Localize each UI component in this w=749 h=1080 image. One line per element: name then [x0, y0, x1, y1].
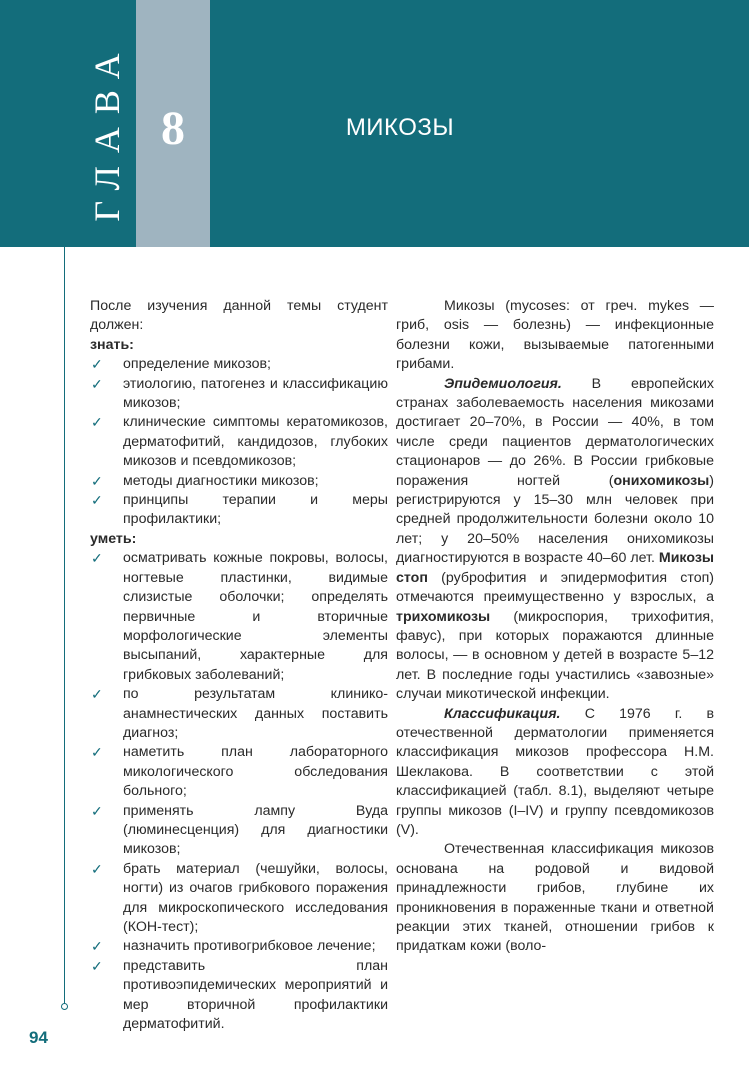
checkmark-icon: ✓ — [91, 414, 103, 431]
list-item: ✓ клинические симптомы кератомикозов, дерматофитий, кандидозов, глубоких микозов и псевдомикозов; — [91, 414, 388, 470]
list-item: ✓ осматривать кожные покровы, волосы, ногтевые пластинки, видимые слизистые оболочки; определять первичные и вторичные морфологические элементы высыпаний, характерные для грибковых заболеваний; — [91, 550, 388, 683]
checkmark-icon: ✓ — [91, 957, 103, 974]
paragraph-classification: Классификация. С 1976 г. в отечественной дерматологии применяется классификация микозов профессора Н.М. Шеклакова. В соответствии с этой классификацией (табл. 8.1), выделяют четыре группы микозов (I–IV) и группу псевдомикозов (V). — [396, 705, 714, 838]
classification-heading: Классификация. — [444, 705, 561, 722]
can-list — [90, 549, 388, 1034]
can-label: уметь: — [90, 530, 137, 547]
checkmark-icon: ✓ — [91, 860, 103, 877]
epidemiology-heading: Эпидемиология. — [444, 375, 562, 392]
know-list — [90, 355, 388, 530]
know-label: знать: — [90, 336, 134, 353]
paragraph-domestic-classification: Отечественная классификация микозов основана на родовой и видовой принадлежности грибов, глубине их проникновения в пораженные ткани и ответной реакции этих тканей, отношении грибов к придаткам кожи (воло- — [396, 841, 714, 955]
chapter-label: ГЛАВА — [87, 40, 127, 222]
chapter-number: 8 — [161, 102, 185, 155]
checkmark-icon: ✓ — [91, 802, 103, 819]
page-number: 94 — [29, 1028, 48, 1047]
margin-rule — [64, 247, 65, 1005]
list-item: ✓ по результатам клинико-анамнестических данных поставить диагноз; — [91, 686, 388, 741]
checkmark-icon: ✓ — [91, 472, 103, 489]
chapter-banner — [0, 0, 749, 247]
left-column — [90, 297, 388, 1034]
checkmark-icon: ✓ — [91, 744, 103, 761]
list-item: ✓ представить план противоэпидемических мероприятий и мер вторичной профилактики дерматофитий. — [91, 957, 388, 1033]
checkmark-icon: ✓ — [91, 686, 103, 703]
paragraph-definition: Микозы (mycoses: от греч. mykes — гриб, osis — болезнь) — инфекционные болезни кожи, вызываемые патогенными грибами. — [396, 298, 714, 373]
list-item: ✓ определение микозов; — [90, 355, 388, 374]
checkmark-icon: ✓ — [91, 938, 103, 955]
checkmark-icon: ✓ — [91, 356, 103, 373]
margin-rule-end-dot — [61, 1003, 68, 1010]
chapter-title: МИКОЗЫ — [345, 114, 455, 141]
checkmark-icon: ✓ — [91, 375, 103, 392]
list-item: ✓ брать материал (чешуйки, волосы, ногти) из очагов грибкового поражения для микроскопического исследования (КОН-тест); — [91, 860, 388, 935]
right-column — [396, 297, 714, 957]
list-item: ✓ этиологию, патогенез и классификацию микозов; — [91, 375, 388, 412]
paragraph-epidemiology: Эпидемиология. В европейских странах заболеваемость населения микозами достигает 20–70%, в России — 40%, в том числе среди пациентов дерматологических стационаров — до 26%. В России грибковые поражения ногтей (онихомикозы) регистрируются у 15–30 млн человек при средней продолжительности болезни около 10 лет; у 20–50% населения онихомикозы диагностируются в возрасте 40–60 лет. Микозы стоп (руброфития и эпидермофития стоп) отмечаются преимущественно у взрослых, а трихомикозы (микроспория, трихофития, фавус), при которых поражаются длинные волосы, — в основном у детей в возрасте 5–12 лет. В последние годы участились «завозные» случаи микотической инфекции. — [396, 375, 714, 703]
list-item: ✓ применять лампу Вуда (люминесценция) для диагностики микозов; — [91, 802, 388, 858]
list-item: ✓ методы диагностики микозов; — [90, 472, 388, 491]
intro-text: После изучения данной темы студент должен: — [90, 298, 388, 334]
list-item: ✓ назначить противогрибковое лечение; — [90, 937, 388, 956]
checkmark-icon: ✓ — [91, 550, 103, 567]
list-item: ✓ наметить план лабораторного микологического обследования больного; — [91, 744, 388, 800]
checkmark-icon: ✓ — [91, 492, 103, 509]
list-item: ✓ принципы терапии и меры профилактики; — [91, 492, 388, 528]
